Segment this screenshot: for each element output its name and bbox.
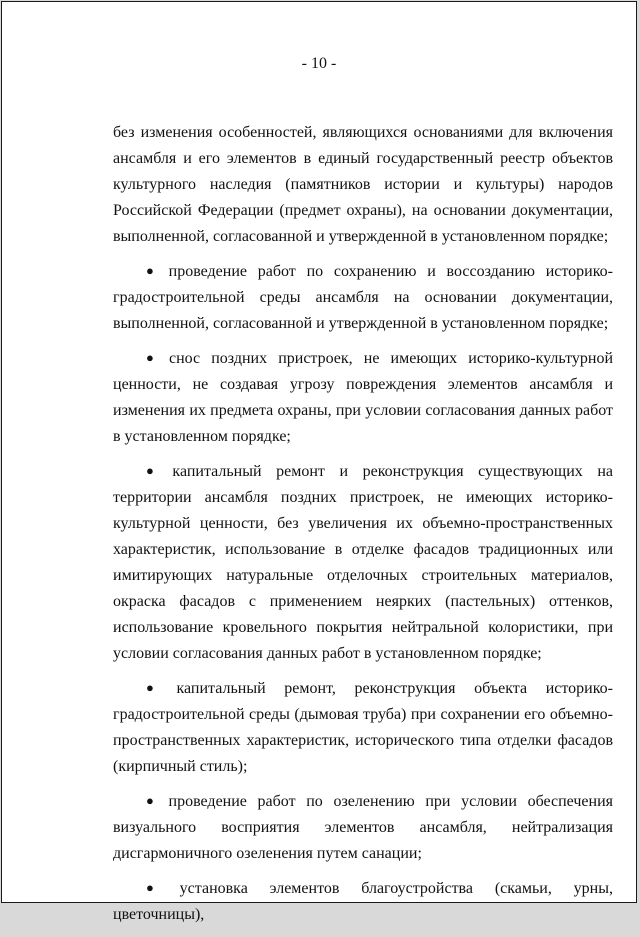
list-item — [113, 346, 613, 450]
bullet-dot-icon: ● — [146, 350, 161, 365]
bullet-dot-icon: ● — [146, 263, 161, 278]
list-item — [113, 676, 613, 780]
list-item-text: капитальный ремонт и реконструкция существующих на территории ансамбля поздних пристроек, не имеющих историко-культурной ценности, без увеличения их объемно-пространственных характеристик, использование в отделке фасадов традиционных или имитирующих натуральные отделочных строительных материалов, окраска фасадов с применением неярких (пастельных) оттенков, использование кровельного покрытия нейтральной колористики, при условии согласования данных работ в установленном порядке; — [113, 463, 613, 662]
list-item-text: капитальный ремонт, реконструкция объекта историко-градостроительной среды (дымовая труба) при сохранении его объемно-пространственных характеристик, исторического типа отделки фасадов (кирпичный стиль); — [113, 680, 613, 775]
bullet-dot-icon: ● — [146, 463, 165, 478]
bullet-dot-icon: ● — [146, 880, 172, 895]
list-item — [113, 259, 613, 337]
list-item-text: снос поздних пристроек, не имеющих историко-культурной ценности, не создавая угрозу повреждения элементов ансамбля и изменения их предмета охраны, при условии согласования данных работ в установленном порядке; — [113, 350, 614, 445]
document-page — [1, 1, 637, 923]
page-number: - 10 - — [301, 55, 337, 72]
list-item — [113, 789, 613, 867]
list-item-text: проведение работ по сохранению и воссозданию историко-градостроительной среды ансамбля на основании документации, выполненной, согласованной и утвержденной в установленном порядке; — [113, 263, 613, 332]
list-item — [113, 876, 613, 928]
bullet-dot-icon: ● — [146, 793, 161, 808]
bullet-dot-icon: ● — [146, 680, 169, 695]
list-item — [113, 459, 613, 667]
list-item-text: проведение работ по озеленению при условии обеспечения визуального восприятия элементов ансамбля, нейтрализация дисгармоничного озеленения путем санации; — [113, 793, 613, 862]
paragraph-text: без изменения особенностей, являющихся основаниями для включения ансамбля и его элементов в единый государственный реестр объектов культурного наследия (памятников истории и культуры) народов Российской Федерации (предмет охраны), на основании документации, выполненной, согласованной и утвержденной в установленном порядке; — [113, 124, 613, 245]
paragraph-intro — [113, 120, 613, 250]
list-item-text: установка элементов благоустройства (скамьи, урны, цветочницы), — [113, 880, 613, 923]
document-body — [113, 120, 613, 937]
